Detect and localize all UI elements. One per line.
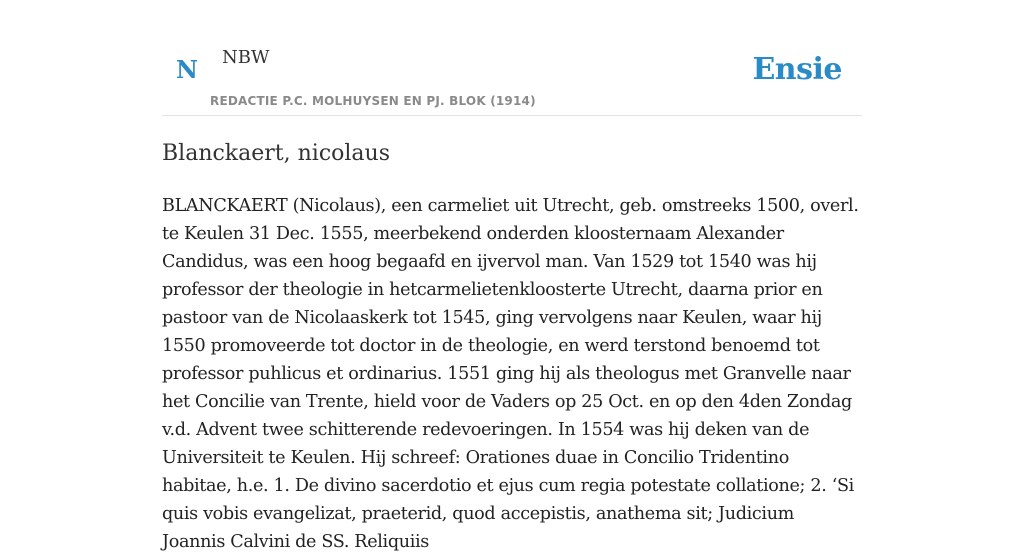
article-title: Blanckaert, nicolaus (162, 141, 391, 166)
brand-logo[interactable]: Ensie (752, 52, 842, 87)
source-logo[interactable]: N (176, 55, 198, 84)
source-name[interactable]: NBW (222, 47, 270, 68)
header (162, 0, 862, 116)
source-subtitle: REDACTIE P.C. MOLHUYSEN EN PJ. BLOK (1914) (210, 94, 536, 108)
page (162, 0, 862, 552)
article-body: BLANCKAERT (Nicolaus), een carmeliet uit Utrecht, geb. omstreeks 1500, overl. te Keulen 31 Dec. 1555, meerbekend onderden kloosternaam Alexander Candidus, was een hoog begaafd en ijvervol man. Van 1529 tot 1540 was hij professor der theologie in hetcarmelietenkloosterte Utrecht, daarna prior en pastoor van de Nicolaaskerk tot 1545, ging vervolgens naar Keulen, waar hij 1550 promoveerde tot doctor in de theologie, en werd terstond benoemd tot professor puhlicus et ordinarius. 1551 ging hij als theologus met Granvelle naar het Concilie van Trente, hield voor de Vaders op 25 Oct. en op den 4den Zondag v.d. Advent twee schitterende redevoeringen. In 1554 was hij deken van de Universiteit te Keulen. Hij schreef: Orationes duae in Concilio Tridentino habitae, h.e. 1. De divino sacerdotio et ejus cum regia potestate collatione; 2. ‘Si quis vobis evangelizat, praeterid, quod accepistis, anathema sit; Judicium Joannis Calvini de SS. Reliquiis (162, 196, 859, 552)
